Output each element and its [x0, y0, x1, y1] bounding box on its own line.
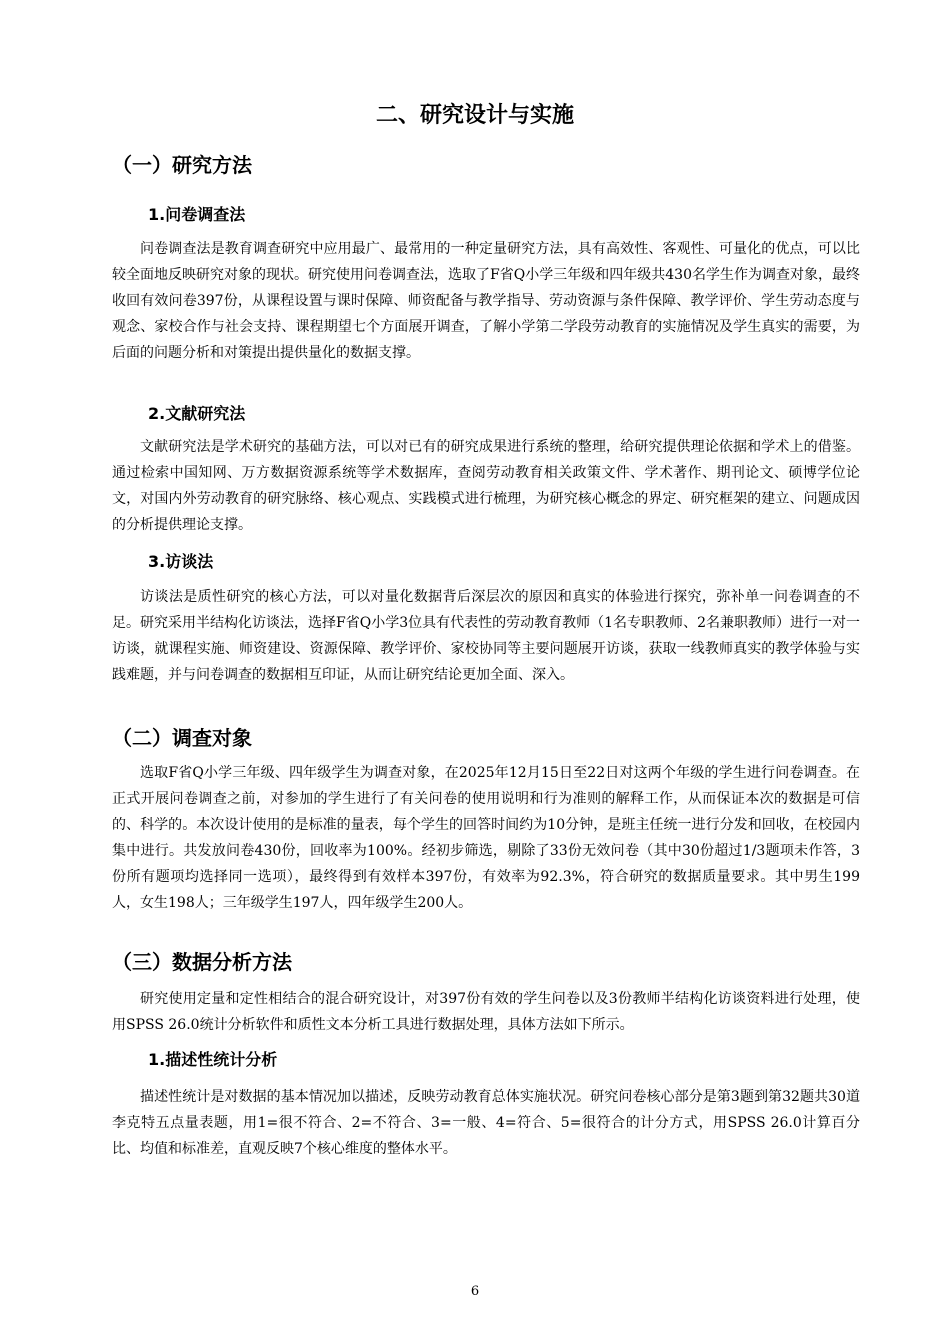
paragraph-descriptive: 描述性统计是对数据的基本情况加以描述，反映劳动教育总体实施状况。研究问卷核心部分是第3题到第32题共30道李克特五点量表题，用1=很不符合、2=不符合、3=一般、4=符合、5=很符合的计分方式，用SPSS 26.0计算百分比、均值和标准差，直观反映7个核心维度的整体水平。	[112, 1089, 860, 1157]
paragraph-interview: 访谈法是质性研究的核心方法，可以对量化数据背后深层次的原因和真实的体验进行探究，弥补单一问卷调查的不足。研究采用半结构化访谈法，选择F省Q小学3位具有代表性的劳动教育教师（1名专职教师、2名兼职教师）进行一对一访谈，就课程实施、师资建设、资源保障、教学评价、家校协同等主要问题展开访谈，获取一线教师真实的教学体验与实践难题，并与问卷调查的数据相互印证，从而让研究结论更加全面、深入。	[112, 589, 860, 683]
paragraph-analysis: 研究使用定量和定性相结合的混合研究设计，对397份有效的学生问卷以及3份教师半结构化访谈资料进行处理，使用SPSS 26.0统计分析软件和质性文本分析工具进行数据处理，具体方法如下所示。	[112, 991, 860, 1033]
subsection-heading-descriptive: 1.描述性统计分析	[148, 1050, 278, 1069]
chapter-title: 二、研究设计与实施	[375, 103, 574, 128]
section-heading-methods: （一）研究方法	[112, 153, 252, 177]
section-heading-analysis: （三）数据分析方法	[112, 950, 292, 974]
subsection-heading-questionnaire: 1.问卷调查法	[148, 205, 246, 224]
subsection-heading-interview: 3.访谈法	[148, 552, 214, 571]
section-heading-subjects: （二）调查对象	[112, 726, 252, 750]
paragraph-literature: 文献研究法是学术研究的基础方法，可以对已有的研究成果进行系统的整理，给研究提供理论依据和学术上的借鉴。通过检索中国知网、万方数据资源系统等学术数据库，查阅劳动教育相关政策文件、学术著作、期刊论文、硕博学位论文，对国内外劳动教育的研究脉络、核心观点、实践模式进行梳理，为研究核心概念的界定、研究框架的建立、问题成因的分析提供理论支撑。	[112, 439, 860, 533]
subsection-heading-literature: 2.文献研究法	[148, 404, 246, 423]
paragraph-questionnaire: 问卷调查法是教育调查研究中应用最广、最常用的一种定量研究方法，具有高效性、客观性、可量化的优点，可以比较全面地反映研究对象的现状。研究使用问卷调查法，选取了F省Q小学三年级和四年级共430名学生作为调查对象，最终收回有效问卷397份，从课程设置与课时保障、师资配备与教学指导、劳动资源与条件保障、教学评价、学生劳动态度与观念、家校合作与社会支持、课程期望七个方面展开调查，了解小学第二学段劳动教育的实施情况及学生真实的需要，为后面的问题分析和对策提出提供量化的数据支撑。	[112, 241, 860, 361]
paragraph-subjects: 选取F省Q小学三年级、四年级学生为调查对象，在2025年12月15日至22日对这两个年级的学生进行问卷调查。在正式开展问卷调查之前，对参加的学生进行了有关问卷的使用说明和行为准则的解释工作，从而保证本次的数据是可信的、科学的。本次设计使用的是标准的量表，每个学生的回答时间约为10分钟，是班主任统一进行分发和回收，在校园内集中进行。共发放问卷430份，回收率为100%。经初步筛选，剔除了33份无效问卷（其中30份超过1/3题项未作答，3份所有题项均选择同一选项），最终得到有效样本397份，有效率为92.3%，符合研究的数据质量要求。其中男生199人，女生198人；三年级学生197人，四年级学生200人。	[112, 765, 860, 911]
page-number: 6	[470, 1284, 480, 1299]
